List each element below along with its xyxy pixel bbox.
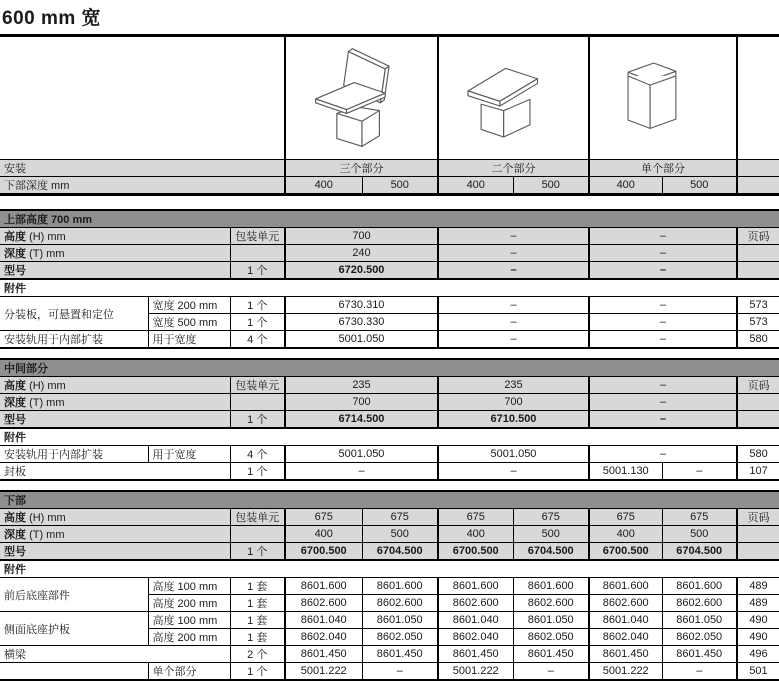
page-col-cell: [737, 245, 779, 262]
height-value: 675: [285, 509, 362, 526]
three-part-cabinet-icon: [303, 40, 421, 156]
accessories-label: 附件: [0, 560, 779, 578]
group-three-part: 三个部分: [285, 160, 438, 177]
depth-value: 500: [513, 526, 589, 543]
acc-unit: 1 个: [230, 663, 285, 681]
acc-value: 8602.600: [589, 595, 662, 612]
model-row: [0, 543, 779, 561]
acc-row: [0, 612, 779, 629]
empty-corner-cell: [0, 37, 285, 160]
two-part-cabinet-icon: [461, 44, 567, 152]
height-row: [0, 509, 779, 526]
acc-value: 8601.040: [589, 612, 662, 629]
acc-value: 8601.040: [285, 612, 362, 629]
pack-unit-cell: [230, 526, 285, 543]
height-value: 700: [285, 228, 438, 245]
depth-cell: 500: [362, 177, 438, 195]
acc-page: 489: [737, 595, 779, 612]
acc-page: 496: [737, 646, 779, 663]
acc-value: –: [285, 463, 438, 481]
group-single-part: 单个部分: [589, 160, 737, 177]
model-value: 6704.500: [662, 543, 737, 561]
model-label: 型号: [0, 543, 230, 561]
acc-value: 8601.050: [662, 612, 737, 629]
acc-label: 前后底座部件: [0, 578, 148, 612]
depth-cell: 500: [513, 177, 589, 195]
acc-label: 封板: [0, 463, 230, 481]
model-row: [0, 411, 779, 429]
height-value: 235: [285, 377, 438, 394]
acc-page: 580: [737, 331, 779, 349]
depth-value: 400: [438, 526, 513, 543]
install-label: 安装: [0, 160, 285, 177]
acc-label: 安装轨用于内部扩装: [0, 331, 148, 349]
height-value: 675: [438, 509, 513, 526]
model-value: 6714.500: [285, 411, 438, 429]
acc-row: [0, 331, 779, 349]
acc-value: –: [589, 314, 737, 331]
installation-table: [0, 37, 779, 196]
acc-value: –: [589, 446, 737, 463]
model-value: –: [589, 262, 737, 280]
page-col-header: 页码: [737, 228, 779, 245]
acc-label: 安装轨用于内部扩装: [0, 446, 148, 463]
acc-unit: 1 套: [230, 595, 285, 612]
acc-label: 分装板，可悬置和定位: [0, 297, 148, 331]
pack-unit-cell: [230, 394, 285, 411]
height-value: 675: [362, 509, 438, 526]
acc-value: –: [438, 297, 589, 314]
acc-value: –: [662, 463, 737, 481]
page-col-header: 页码: [737, 509, 779, 526]
acc-value: –: [438, 463, 589, 481]
acc-value: –: [438, 314, 589, 331]
pack-unit-cell: [230, 245, 285, 262]
height-label: 高度 (H) mm: [0, 509, 230, 526]
section-title: 下部: [0, 491, 779, 509]
accessories-row: [0, 428, 779, 446]
acc-value: 8601.600: [662, 578, 737, 595]
height-value: –: [589, 377, 737, 394]
page-col-cell: [737, 177, 779, 195]
height-row: [0, 377, 779, 394]
section-header: [0, 210, 779, 228]
height-value: 675: [513, 509, 589, 526]
single-cabinet-drawing: [589, 37, 737, 160]
model-unit: 1 个: [230, 543, 285, 561]
depth-cell: 500: [662, 177, 737, 195]
acc-value: 8602.040: [438, 629, 513, 646]
acc-value: –: [362, 663, 438, 681]
acc-value: 6730.330: [285, 314, 438, 331]
acc-value: 8601.050: [513, 612, 589, 629]
depth-cell: 400: [285, 177, 362, 195]
acc-unit: 1 套: [230, 612, 285, 629]
single-cabinet-icon: [617, 47, 709, 149]
acc-unit: 1 个: [230, 314, 285, 331]
acc-value: 8602.050: [662, 629, 737, 646]
acc-row: [0, 297, 779, 314]
acc-unit: 1 套: [230, 578, 285, 595]
acc-value: 8602.600: [662, 595, 737, 612]
acc-value: 8601.450: [438, 646, 513, 663]
accessories-label: 附件: [0, 428, 779, 446]
acc-value: –: [438, 331, 589, 349]
acc-value: 5001.130: [589, 463, 662, 481]
acc-value: 8601.450: [362, 646, 438, 663]
section-header: [0, 491, 779, 509]
acc-value: 8601.450: [513, 646, 589, 663]
acc-value: 5001.050: [438, 446, 589, 463]
page-col-cell: [737, 37, 779, 160]
acc-page: 501: [737, 663, 779, 681]
depth-row: [0, 245, 779, 262]
model-label: 型号: [0, 262, 230, 280]
page-title: 600 mm 宽: [0, 0, 779, 37]
model-value: 6704.500: [362, 543, 438, 561]
height-value: –: [438, 228, 589, 245]
acc-sub-label: 高度 100 mm: [148, 578, 230, 595]
accessories-label: 附件: [0, 279, 779, 297]
model-value: –: [438, 262, 589, 280]
model-value: 6700.500: [285, 543, 362, 561]
acc-value: 8601.450: [662, 646, 737, 663]
section-header: [0, 359, 779, 377]
pack-unit-label: 包装单元: [230, 377, 285, 394]
height-label: 高度 (H) mm: [0, 377, 230, 394]
acc-row: [0, 578, 779, 595]
acc-value: 8601.600: [285, 578, 362, 595]
depth-label: 深度 (T) mm: [0, 394, 230, 411]
acc-sub-label: 宽度 200 mm: [148, 297, 230, 314]
acc-value: 8602.600: [438, 595, 513, 612]
acc-sub-label: 用于宽度: [148, 331, 230, 349]
depth-label: 深度 (T) mm: [0, 245, 230, 262]
depth-value: 700: [438, 394, 589, 411]
model-value: 6700.500: [438, 543, 513, 561]
model-value: 6700.500: [589, 543, 662, 561]
acc-unit: 1 个: [230, 463, 285, 481]
pack-unit-label: 包装单元: [230, 509, 285, 526]
acc-label: 横梁: [0, 646, 230, 663]
acc-value: 6730.310: [285, 297, 438, 314]
page-col-cell: [737, 394, 779, 411]
model-unit: 1 个: [230, 262, 285, 280]
acc-value: 8602.040: [589, 629, 662, 646]
acc-value: –: [513, 663, 589, 681]
section-lower: [0, 490, 779, 681]
acc-unit: 2 个: [230, 646, 285, 663]
model-value: 6720.500: [285, 262, 438, 280]
page-col-cell: [737, 543, 779, 561]
section-middle: [0, 358, 779, 481]
depth-label: 深度 (T) mm: [0, 526, 230, 543]
acc-sub-label: 高度 200 mm: [148, 629, 230, 646]
acc-value: 5001.222: [438, 663, 513, 681]
acc-value: –: [589, 297, 737, 314]
model-value: –: [589, 411, 737, 429]
group-two-part: 二个部分: [438, 160, 589, 177]
model-unit: 1 个: [230, 411, 285, 429]
section-title: 上部高度 700 mm: [0, 210, 779, 228]
two-part-cabinet-drawing: [438, 37, 589, 160]
acc-value: 8602.600: [513, 595, 589, 612]
acc-value: 8601.450: [589, 646, 662, 663]
acc-value: 8601.600: [438, 578, 513, 595]
acc-label: 侧面底座护板: [0, 612, 148, 646]
depth-value: –: [589, 394, 737, 411]
acc-page: 490: [737, 612, 779, 629]
section-title: 中间部分: [0, 359, 779, 377]
height-value: 675: [662, 509, 737, 526]
model-value: 6704.500: [513, 543, 589, 561]
height-value: 675: [589, 509, 662, 526]
acc-value: 8601.050: [362, 612, 438, 629]
pack-unit-label: 包装单元: [230, 228, 285, 245]
acc-page: 490: [737, 629, 779, 646]
empty-label-cell: [0, 663, 148, 681]
acc-sub-label: 高度 100 mm: [148, 612, 230, 629]
acc-value: 8601.450: [285, 646, 362, 663]
three-part-cabinet-drawing: [285, 37, 438, 160]
acc-unit: 1 个: [230, 297, 285, 314]
height-value: –: [589, 228, 737, 245]
acc-unit: 4 个: [230, 331, 285, 349]
height-row: [0, 228, 779, 245]
acc-value: 8602.040: [285, 629, 362, 646]
acc-unit: 1 套: [230, 629, 285, 646]
acc-value: 5001.050: [285, 331, 438, 349]
height-label: 高度 (H) mm: [0, 228, 230, 245]
acc-value: 8602.050: [513, 629, 589, 646]
acc-value: 5001.050: [285, 446, 438, 463]
depth-cell: 400: [438, 177, 513, 195]
page-col-header: 页码: [737, 377, 779, 394]
depth-value: 500: [362, 526, 438, 543]
acc-sub-label: 用于宽度: [148, 446, 230, 463]
acc-row: [0, 463, 779, 481]
acc-value: –: [589, 331, 737, 349]
acc-page: 107: [737, 463, 779, 481]
acc-value: 8601.600: [513, 578, 589, 595]
page-col-cell: [737, 526, 779, 543]
page-col-cell: [737, 411, 779, 429]
acc-value: 8601.600: [362, 578, 438, 595]
lower-depth-row: [0, 177, 779, 195]
acc-row: [0, 663, 779, 681]
acc-row: [0, 646, 779, 663]
section-upper: [0, 209, 779, 349]
model-row: [0, 262, 779, 280]
acc-value: 8601.600: [589, 578, 662, 595]
depth-row: [0, 526, 779, 543]
depth-value: 500: [662, 526, 737, 543]
depth-row: [0, 394, 779, 411]
page-col-cell: [737, 262, 779, 280]
acc-value: 8602.600: [362, 595, 438, 612]
model-value: 6710.500: [438, 411, 589, 429]
drawings-row: [0, 37, 779, 160]
accessories-row: [0, 560, 779, 578]
depth-value: –: [438, 245, 589, 262]
install-row: [0, 160, 779, 177]
acc-value: 8602.050: [362, 629, 438, 646]
height-value: 235: [438, 377, 589, 394]
model-label: 型号: [0, 411, 230, 429]
page-col-cell: [737, 160, 779, 177]
acc-sub-label: 单个部分: [148, 663, 230, 681]
acc-value: 5001.222: [285, 663, 362, 681]
depth-value: 400: [285, 526, 362, 543]
accessories-row: [0, 279, 779, 297]
acc-unit: 4 个: [230, 446, 285, 463]
acc-row: [0, 446, 779, 463]
acc-sub-label: 宽度 500 mm: [148, 314, 230, 331]
depth-cell: 400: [589, 177, 662, 195]
acc-sub-label: 高度 200 mm: [148, 595, 230, 612]
depth-value: –: [589, 245, 737, 262]
depth-value: 700: [285, 394, 438, 411]
lower-depth-label: 下部深度 mm: [0, 177, 285, 195]
acc-page: 573: [737, 297, 779, 314]
acc-page: 573: [737, 314, 779, 331]
acc-value: 5001.222: [589, 663, 662, 681]
acc-value: 8601.040: [438, 612, 513, 629]
depth-value: 240: [285, 245, 438, 262]
acc-value: 8602.600: [285, 595, 362, 612]
depth-value: 400: [589, 526, 662, 543]
acc-page: 580: [737, 446, 779, 463]
acc-value: –: [662, 663, 737, 681]
acc-page: 489: [737, 578, 779, 595]
